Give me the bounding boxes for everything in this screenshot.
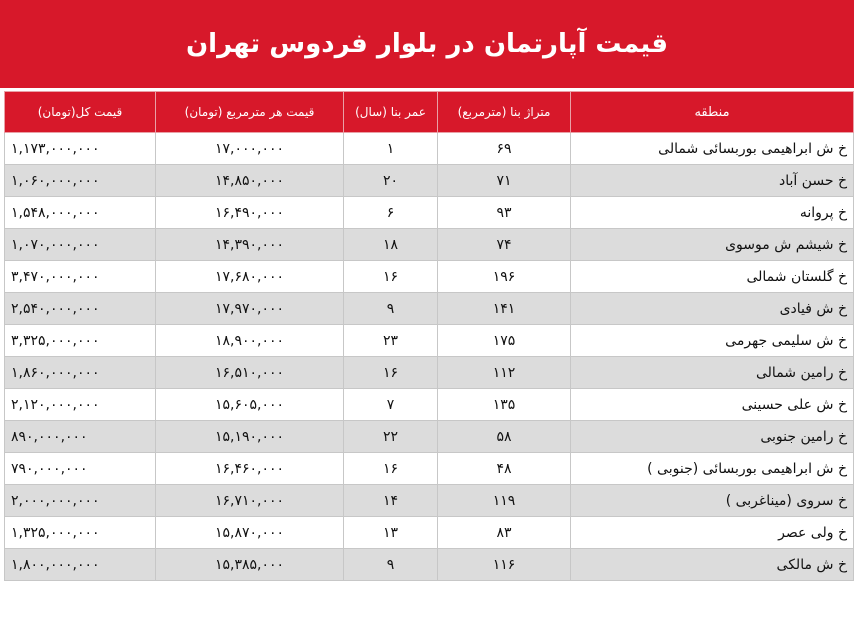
cell-region: خ ش ابراهیمی بوربسائی شمالی — [571, 133, 854, 165]
cell-total-price: ۳,۴۷۰,۰۰۰,۰۰۰ — [5, 261, 156, 293]
cell-price-per-m2: ۱۶,۴۶۰,۰۰۰ — [156, 453, 344, 485]
cell-price-per-m2: ۱۵,۱۹۰,۰۰۰ — [156, 421, 344, 453]
cell-total-price: ۲,۱۲۰,۰۰۰,۰۰۰ — [5, 389, 156, 421]
cell-price-per-m2: ۱۸,۹۰۰,۰۰۰ — [156, 325, 344, 357]
cell-price-per-m2: ۱۶,۷۱۰,۰۰۰ — [156, 485, 344, 517]
table-body — [5, 133, 854, 581]
cell-area: ۹۳ — [438, 197, 571, 229]
cell-total-price: ۲,۰۰۰,۰۰۰,۰۰۰ — [5, 485, 156, 517]
cell-region: خ ولی عصر — [571, 517, 854, 549]
cell-age: ۲۲ — [344, 421, 438, 453]
cell-area: ۱۷۵ — [438, 325, 571, 357]
cell-age: ۱۳ — [344, 517, 438, 549]
column-header-price-per-m2: قیمت هر مترمربع (تومان) — [156, 92, 344, 133]
cell-region: خ پروانه — [571, 197, 854, 229]
table-row — [5, 261, 854, 293]
cell-age: ۱۶ — [344, 357, 438, 389]
table-row — [5, 453, 854, 485]
cell-price-per-m2: ۱۵,۸۷۰,۰۰۰ — [156, 517, 344, 549]
cell-area: ۸۳ — [438, 517, 571, 549]
cell-total-price: ۸۹۰,۰۰۰,۰۰۰ — [5, 421, 156, 453]
cell-area: ۱۱۶ — [438, 549, 571, 581]
table-row — [5, 229, 854, 261]
cell-total-price: ۱,۰۶۰,۰۰۰,۰۰۰ — [5, 165, 156, 197]
page-title: قیمت آپارتمان در بلوار فردوس تهران — [185, 29, 669, 59]
cell-price-per-m2: ۱۶,۴۹۰,۰۰۰ — [156, 197, 344, 229]
table-row — [5, 485, 854, 517]
cell-total-price: ۱,۱۷۳,۰۰۰,۰۰۰ — [5, 133, 156, 165]
table-row — [5, 133, 854, 165]
cell-area: ۶۹ — [438, 133, 571, 165]
cell-region: خ ش مالکی — [571, 549, 854, 581]
table-row — [5, 517, 854, 549]
column-header-area: متراژ بنا (مترمربع) — [438, 92, 571, 133]
table-header-row — [5, 92, 854, 133]
cell-region: خ ش ابراهیمی بوربسائی (جنوبی ) — [571, 453, 854, 485]
cell-price-per-m2: ۱۵,۳۸۵,۰۰۰ — [156, 549, 344, 581]
cell-total-price: ۱,۵۴۸,۰۰۰,۰۰۰ — [5, 197, 156, 229]
cell-price-per-m2: ۱۷,۶۸۰,۰۰۰ — [156, 261, 344, 293]
cell-price-per-m2: ۱۷,۰۰۰,۰۰۰ — [156, 133, 344, 165]
cell-area: ۱۱۹ — [438, 485, 571, 517]
cell-price-per-m2: ۱۵,۶۰۵,۰۰۰ — [156, 389, 344, 421]
cell-age: ۷ — [344, 389, 438, 421]
column-header-region: منطقه — [571, 92, 854, 133]
cell-total-price: ۱,۸۰۰,۰۰۰,۰۰۰ — [5, 549, 156, 581]
cell-price-per-m2: ۱۷,۹۷۰,۰۰۰ — [156, 293, 344, 325]
cell-region: خ رامین جنوبی — [571, 421, 854, 453]
cell-age: ۹ — [344, 549, 438, 581]
cell-age: ۱۶ — [344, 453, 438, 485]
cell-price-per-m2: ۱۴,۸۵۰,۰۰۰ — [156, 165, 344, 197]
cell-price-per-m2: ۱۴,۳۹۰,۰۰۰ — [156, 229, 344, 261]
cell-area: ۱۴۱ — [438, 293, 571, 325]
cell-age: ۱ — [344, 133, 438, 165]
table-row — [5, 389, 854, 421]
cell-age: ۹ — [344, 293, 438, 325]
cell-price-per-m2: ۱۶,۵۱۰,۰۰۰ — [156, 357, 344, 389]
cell-age: ۶ — [344, 197, 438, 229]
cell-area: ۱۳۵ — [438, 389, 571, 421]
cell-region: خ شیشم ش موسوی — [571, 229, 854, 261]
cell-area: ۴۸ — [438, 453, 571, 485]
cell-area: ۷۴ — [438, 229, 571, 261]
cell-region: خ گلستان شمالی — [571, 261, 854, 293]
cell-total-price: ۳,۳۲۵,۰۰۰,۰۰۰ — [5, 325, 156, 357]
cell-total-price: ۱,۰۷۰,۰۰۰,۰۰۰ — [5, 229, 156, 261]
cell-region: خ ش فیادی — [571, 293, 854, 325]
cell-total-price: ۷۹۰,۰۰۰,۰۰۰ — [5, 453, 156, 485]
table-row — [5, 293, 854, 325]
column-header-total-price: قیمت کل(تومان) — [5, 92, 156, 133]
cell-region: خ حسن آباد — [571, 165, 854, 197]
cell-age: ۱۶ — [344, 261, 438, 293]
cell-total-price: ۱,۸۶۰,۰۰۰,۰۰۰ — [5, 357, 156, 389]
column-header-age: عمر بنا (سال) — [344, 92, 438, 133]
cell-age: ۲۳ — [344, 325, 438, 357]
cell-area: ۷۱ — [438, 165, 571, 197]
table-row — [5, 549, 854, 581]
table-row — [5, 325, 854, 357]
cell-region: خ ش سلیمی جهرمی — [571, 325, 854, 357]
cell-area: ۱۹۶ — [438, 261, 571, 293]
title-bar — [0, 0, 854, 88]
table-row — [5, 197, 854, 229]
table-row — [5, 165, 854, 197]
cell-age: ۱۴ — [344, 485, 438, 517]
cell-area: ۵۸ — [438, 421, 571, 453]
cell-total-price: ۲,۵۴۰,۰۰۰,۰۰۰ — [5, 293, 156, 325]
cell-total-price: ۱,۳۲۵,۰۰۰,۰۰۰ — [5, 517, 156, 549]
cell-region: خ سروی (میناغربی ) — [571, 485, 854, 517]
cell-region: خ رامین شمالی — [571, 357, 854, 389]
cell-age: ۲۰ — [344, 165, 438, 197]
table-row — [5, 357, 854, 389]
cell-area: ۱۱۲ — [438, 357, 571, 389]
price-table — [4, 91, 854, 581]
cell-region: خ ش علی حسینی — [571, 389, 854, 421]
table-row — [5, 421, 854, 453]
cell-age: ۱۸ — [344, 229, 438, 261]
